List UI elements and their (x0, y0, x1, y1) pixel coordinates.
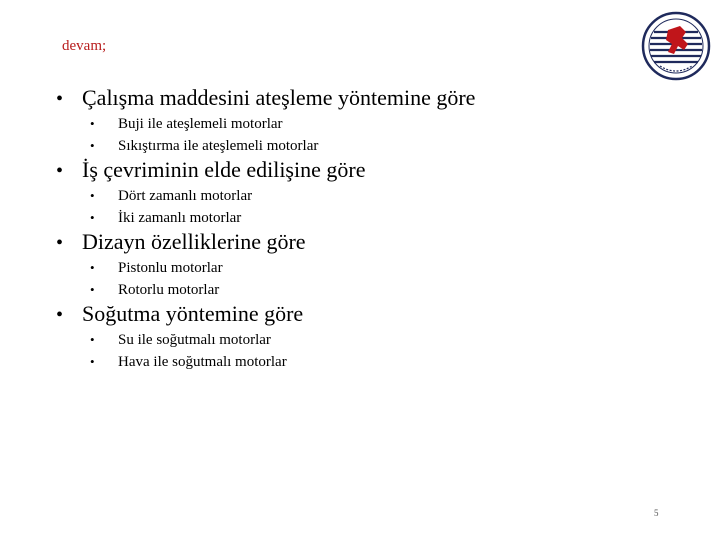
sub-bullet: • (90, 260, 95, 275)
sub-bullet: • (90, 332, 95, 347)
section-cycle (56, 157, 365, 229)
section-title: Çalışma maddesini ateşleme yöntemine göre (82, 85, 476, 110)
university-seal-logo (640, 10, 712, 82)
list-item: Buji ile ateşlemeli motorlar (118, 116, 283, 132)
sub-bullet: • (90, 116, 95, 131)
section-title: Soğutma yöntemine göre (82, 301, 304, 326)
page-number: 5 (654, 508, 659, 518)
list-item: Dört zamanlı motorlar (118, 188, 253, 204)
list-item: Su ile soğutmalı motorlar (118, 332, 271, 348)
list-item: Pistonlu motorlar (118, 260, 223, 276)
bullet: • (56, 232, 64, 254)
sub-bullet: • (90, 282, 95, 297)
header-note: devam; (62, 38, 107, 54)
bullet: • (56, 88, 64, 110)
sub-bullet: • (90, 354, 95, 369)
section-title: Dizayn özelliklerine göre (82, 229, 306, 254)
section-cooling (56, 301, 303, 373)
bullet: • (56, 304, 64, 326)
bullet: • (56, 160, 64, 182)
list-item: Hava ile soğutmalı motorlar (118, 354, 287, 370)
list-item: İki zamanlı motorlar (118, 210, 242, 226)
section-design (56, 229, 306, 301)
sub-bullet: • (90, 210, 95, 225)
sub-bullet: • (90, 188, 95, 203)
section-title: İş çevriminin elde edilişine göre (82, 157, 366, 182)
section-ignition (56, 85, 475, 157)
list-item: Sıkıştırma ile ateşlemeli motorlar (118, 138, 319, 154)
sub-bullet: • (90, 138, 95, 153)
list-item: Rotorlu motorlar (118, 282, 220, 298)
